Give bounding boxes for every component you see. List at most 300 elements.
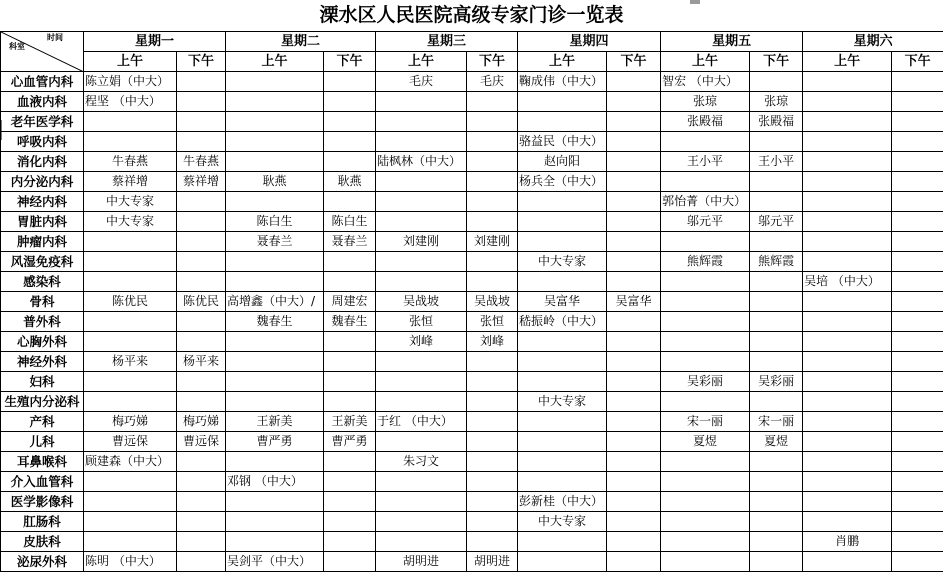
schedule-cell[interactable] [607,312,661,332]
schedule-cell[interactable] [892,312,943,332]
schedule-cell[interactable]: 鞠成伟（中大） [518,72,607,92]
schedule-cell[interactable]: 高增鑫（中大）/ [226,292,324,312]
dept-cell[interactable]: 普外科 [1,312,84,332]
schedule-cell[interactable] [226,452,324,472]
schedule-cell[interactable] [803,152,892,172]
schedule-cell[interactable] [607,72,661,92]
schedule-cell[interactable] [661,292,750,312]
schedule-cell[interactable]: 中大专家 [84,212,177,232]
schedule-cell[interactable] [84,332,177,352]
schedule-cell[interactable] [84,272,177,292]
schedule-cell[interactable] [324,552,376,572]
schedule-cell[interactable] [750,272,803,292]
schedule-cell[interactable] [177,92,226,112]
schedule-cell[interactable] [803,352,892,372]
schedule-cell[interactable]: 胡明进 [376,552,467,572]
schedule-cell[interactable] [467,392,518,412]
schedule-cell[interactable] [324,112,376,132]
schedule-cell[interactable] [518,412,607,432]
schedule-cell[interactable] [803,172,892,192]
session-header-am[interactable]: 上午 [661,52,750,72]
schedule-cell[interactable] [376,492,467,512]
schedule-cell[interactable] [177,392,226,412]
schedule-cell[interactable] [376,92,467,112]
day-header[interactable]: 星期六 [803,32,943,52]
schedule-cell[interactable] [177,212,226,232]
schedule-cell[interactable] [750,472,803,492]
schedule-cell[interactable] [892,172,943,192]
schedule-cell[interactable] [226,92,324,112]
schedule-cell[interactable] [892,152,943,172]
schedule-cell[interactable] [376,252,467,272]
schedule-cell[interactable] [607,92,661,112]
schedule-cell[interactable] [376,112,467,132]
schedule-cell[interactable] [518,192,607,212]
schedule-cell[interactable] [84,372,177,392]
schedule-cell[interactable] [467,412,518,432]
schedule-cell[interactable] [892,272,943,292]
schedule-cell[interactable] [803,432,892,452]
schedule-cell[interactable] [177,372,226,392]
schedule-cell[interactable] [84,532,177,552]
schedule-cell[interactable] [750,492,803,512]
schedule-cell[interactable] [226,332,324,352]
schedule-cell[interactable] [607,432,661,452]
schedule-cell[interactable] [84,232,177,252]
dept-cell[interactable]: 消化内科 [1,152,84,172]
schedule-cell[interactable] [324,452,376,472]
schedule-cell[interactable] [177,532,226,552]
schedule-cell[interactable] [803,312,892,332]
schedule-cell[interactable] [467,152,518,172]
schedule-cell[interactable] [177,452,226,472]
schedule-cell[interactable] [803,192,892,212]
schedule-cell[interactable] [892,452,943,472]
schedule-cell[interactable] [324,392,376,412]
schedule-cell[interactable]: 张殿福 [661,112,750,132]
schedule-cell[interactable] [750,452,803,472]
schedule-cell[interactable] [892,252,943,272]
session-header-am[interactable]: 上午 [226,52,324,72]
schedule-cell[interactable]: 张琼 [750,92,803,112]
schedule-cell[interactable] [518,372,607,392]
schedule-cell[interactable] [177,492,226,512]
schedule-cell[interactable] [607,152,661,172]
schedule-cell[interactable] [892,192,943,212]
schedule-cell[interactable] [607,132,661,152]
schedule-cell[interactable] [518,472,607,492]
schedule-cell[interactable] [518,552,607,572]
schedule-cell[interactable]: 吴彩丽 [750,372,803,392]
schedule-cell[interactable] [324,352,376,372]
schedule-cell[interactable]: 牛春燕 [177,152,226,172]
schedule-cell[interactable]: 陆枫林（中大） [376,152,467,172]
schedule-cell[interactable] [226,352,324,372]
schedule-cell[interactable] [376,532,467,552]
schedule-cell[interactable]: 杨兵全（中大） [518,172,607,192]
schedule-cell[interactable] [750,292,803,312]
schedule-cell[interactable]: 郭怡菁（中大） [661,192,750,212]
schedule-cell[interactable]: 熊辉霞 [661,252,750,272]
schedule-cell[interactable] [177,132,226,152]
schedule-cell[interactable]: 吴富华 [607,292,661,312]
schedule-cell[interactable] [607,532,661,552]
dept-cell[interactable]: 感染科 [1,272,84,292]
schedule-cell[interactable] [467,272,518,292]
dept-cell[interactable]: 肛肠科 [1,512,84,532]
schedule-cell[interactable]: 宋一丽 [661,412,750,432]
schedule-cell[interactable] [226,252,324,272]
schedule-cell[interactable]: 毛庆 [467,72,518,92]
schedule-cell[interactable] [467,212,518,232]
schedule-cell[interactable]: 陈优民 [177,292,226,312]
schedule-cell[interactable] [467,432,518,452]
schedule-cell[interactable] [750,392,803,412]
schedule-cell[interactable] [84,392,177,412]
dept-cell[interactable]: 皮肤科 [1,532,84,552]
schedule-cell[interactable] [376,392,467,412]
schedule-cell[interactable] [467,112,518,132]
schedule-cell[interactable] [607,112,661,132]
session-header-am[interactable]: 上午 [518,52,607,72]
schedule-cell[interactable]: 刘建刚 [467,232,518,252]
schedule-cell[interactable] [607,192,661,212]
schedule-cell[interactable] [226,512,324,532]
schedule-cell[interactable]: 顾建森（中大） [84,452,177,472]
schedule-cell[interactable]: 赵向阳 [518,152,607,172]
schedule-cell[interactable]: 智宏 （中大） [661,72,750,92]
schedule-cell[interactable]: 聂春兰 [226,232,324,252]
schedule-cell[interactable]: 杨平来 [177,352,226,372]
schedule-cell[interactable] [892,112,943,132]
day-header[interactable]: 星期一 [84,32,226,52]
schedule-cell[interactable]: 耿燕 [324,172,376,192]
schedule-cell[interactable] [177,112,226,132]
schedule-cell[interactable] [803,412,892,432]
schedule-cell[interactable] [518,532,607,552]
schedule-cell[interactable] [324,72,376,92]
schedule-cell[interactable] [376,372,467,392]
schedule-cell[interactable] [518,232,607,252]
schedule-cell[interactable] [750,192,803,212]
schedule-cell[interactable] [607,252,661,272]
dept-cell[interactable]: 血液内科 [1,92,84,112]
schedule-cell[interactable] [803,512,892,532]
schedule-cell[interactable] [750,332,803,352]
dept-cell[interactable]: 儿科 [1,432,84,452]
schedule-cell[interactable] [892,432,943,452]
schedule-cell[interactable] [803,292,892,312]
schedule-cell[interactable] [661,552,750,572]
schedule-cell[interactable] [84,252,177,272]
schedule-cell[interactable] [518,352,607,372]
schedule-cell[interactable] [892,512,943,532]
schedule-cell[interactable]: 吴富华 [518,292,607,312]
schedule-cell[interactable] [467,512,518,532]
schedule-cell[interactable] [892,412,943,432]
schedule-cell[interactable] [226,532,324,552]
schedule-cell[interactable]: 吴战坡 [467,292,518,312]
schedule-cell[interactable] [376,272,467,292]
schedule-cell[interactable]: 吴培 （中大） [803,272,892,292]
schedule-cell[interactable] [518,332,607,352]
schedule-cell[interactable] [892,492,943,512]
schedule-cell[interactable] [750,312,803,332]
schedule-cell[interactable]: 王新美 [226,412,324,432]
schedule-cell[interactable]: 聂春兰 [324,232,376,252]
schedule-cell[interactable] [803,472,892,492]
dept-cell[interactable]: 介入血管科 [1,472,84,492]
schedule-cell[interactable] [661,332,750,352]
schedule-cell[interactable]: 邬元平 [661,212,750,232]
schedule-cell[interactable] [892,72,943,92]
schedule-cell[interactable]: 王小平 [661,152,750,172]
schedule-cell[interactable] [750,552,803,572]
schedule-cell[interactable] [661,352,750,372]
schedule-cell[interactable] [803,212,892,232]
session-header-pm[interactable]: 下午 [467,52,518,72]
schedule-cell[interactable]: 陈白生 [226,212,324,232]
schedule-cell[interactable] [376,172,467,192]
schedule-cell[interactable]: 嵇振岭（中大） [518,312,607,332]
schedule-cell[interactable] [177,552,226,572]
dept-cell[interactable]: 心胸外科 [1,332,84,352]
schedule-cell[interactable] [177,232,226,252]
schedule-cell[interactable] [803,112,892,132]
schedule-cell[interactable]: 梅巧娣 [84,412,177,432]
schedule-cell[interactable] [376,432,467,452]
schedule-cell[interactable] [376,132,467,152]
schedule-cell[interactable] [324,272,376,292]
schedule-cell[interactable] [376,192,467,212]
schedule-cell[interactable] [892,372,943,392]
dept-cell[interactable]: 内分泌内科 [1,172,84,192]
schedule-cell[interactable]: 陈优民 [84,292,177,312]
schedule-cell[interactable] [892,392,943,412]
schedule-cell[interactable] [892,532,943,552]
schedule-cell[interactable] [750,512,803,532]
schedule-cell[interactable] [750,352,803,372]
schedule-cell[interactable]: 曹远保 [177,432,226,452]
schedule-cell[interactable] [892,292,943,312]
schedule-cell[interactable]: 吴战坡 [376,292,467,312]
schedule-cell[interactable] [177,272,226,292]
schedule-cell[interactable] [324,92,376,112]
schedule-cell[interactable] [177,332,226,352]
schedule-cell[interactable] [467,192,518,212]
schedule-cell[interactable] [518,272,607,292]
schedule-cell[interactable] [324,472,376,492]
schedule-cell[interactable] [518,92,607,112]
schedule-cell[interactable] [226,492,324,512]
schedule-cell[interactable] [892,552,943,572]
schedule-cell[interactable] [84,472,177,492]
schedule-cell[interactable] [226,132,324,152]
schedule-cell[interactable] [376,512,467,532]
session-header-pm[interactable]: 下午 [324,52,376,72]
session-header-pm[interactable]: 下午 [607,52,661,72]
schedule-cell[interactable] [84,512,177,532]
schedule-cell[interactable]: 周建宏 [324,292,376,312]
schedule-cell[interactable]: 中大专家 [518,392,607,412]
schedule-cell[interactable]: 彭新桂（中大） [518,492,607,512]
schedule-cell[interactable] [518,452,607,472]
schedule-cell[interactable]: 邓钢 （中大） [226,472,324,492]
schedule-cell[interactable] [661,132,750,152]
schedule-cell[interactable]: 于红 （中大） [376,412,467,432]
schedule-cell[interactable]: 魏春生 [324,312,376,332]
schedule-cell[interactable]: 朱习文 [376,452,467,472]
dept-cell[interactable]: 生殖内分泌科 [1,392,84,412]
dept-cell[interactable]: 耳鼻喉科 [1,452,84,472]
schedule-cell[interactable] [803,72,892,92]
schedule-cell[interactable] [803,452,892,472]
dept-cell[interactable]: 胃脏内科 [1,212,84,232]
schedule-cell[interactable] [226,272,324,292]
schedule-cell[interactable]: 吴剑平（中大） [226,552,324,572]
schedule-cell[interactable]: 中大专家 [84,192,177,212]
schedule-cell[interactable] [226,112,324,132]
schedule-cell[interactable] [177,312,226,332]
schedule-cell[interactable] [803,252,892,272]
schedule-cell[interactable] [750,132,803,152]
schedule-cell[interactable]: 梅巧娣 [177,412,226,432]
schedule-cell[interactable] [518,112,607,132]
schedule-cell[interactable] [324,192,376,212]
schedule-cell[interactable] [376,212,467,232]
dept-cell[interactable]: 神经外科 [1,352,84,372]
session-header-am[interactable]: 上午 [803,52,892,72]
schedule-cell[interactable]: 吴彩丽 [661,372,750,392]
corner-cell[interactable] [1,32,84,72]
schedule-cell[interactable] [607,412,661,432]
schedule-cell[interactable]: 耿燕 [226,172,324,192]
session-header-am[interactable]: 上午 [376,52,467,72]
schedule-cell[interactable]: 张恒 [467,312,518,332]
schedule-cell[interactable] [467,472,518,492]
schedule-cell[interactable]: 刘峰 [376,332,467,352]
schedule-cell[interactable] [226,372,324,392]
schedule-cell[interactable] [803,332,892,352]
schedule-cell[interactable] [467,532,518,552]
schedule-cell[interactable] [750,72,803,92]
schedule-cell[interactable] [661,452,750,472]
schedule-cell[interactable] [467,252,518,272]
schedule-cell[interactable] [467,492,518,512]
schedule-cell[interactable]: 陈白生 [324,212,376,232]
schedule-cell[interactable] [803,552,892,572]
schedule-cell[interactable]: 张琼 [661,92,750,112]
schedule-cell[interactable] [661,172,750,192]
schedule-cell[interactable] [467,92,518,112]
schedule-cell[interactable] [177,512,226,532]
schedule-cell[interactable] [750,172,803,192]
schedule-cell[interactable] [467,352,518,372]
schedule-cell[interactable] [607,452,661,472]
schedule-cell[interactable] [607,552,661,572]
schedule-cell[interactable] [467,132,518,152]
schedule-cell[interactable] [177,192,226,212]
dept-cell[interactable]: 产科 [1,412,84,432]
schedule-cell[interactable]: 毛庆 [376,72,467,92]
schedule-cell[interactable] [892,212,943,232]
schedule-cell[interactable] [607,472,661,492]
dept-cell[interactable]: 泌尿外科 [1,552,84,572]
schedule-cell[interactable]: 张恒 [376,312,467,332]
schedule-cell[interactable]: 牛春燕 [84,152,177,172]
schedule-cell[interactable] [892,132,943,152]
schedule-cell[interactable]: 曹严勇 [324,432,376,452]
schedule-cell[interactable] [607,232,661,252]
schedule-cell[interactable] [661,492,750,512]
schedule-cell[interactable]: 张殿福 [750,112,803,132]
schedule-cell[interactable] [177,472,226,492]
schedule-cell[interactable] [226,192,324,212]
day-header[interactable]: 星期四 [518,32,661,52]
schedule-cell[interactable] [661,512,750,532]
schedule-cell[interactable] [892,472,943,492]
schedule-cell[interactable]: 夏煜 [661,432,750,452]
schedule-cell[interactable] [661,312,750,332]
schedule-cell[interactable] [324,372,376,392]
schedule-cell[interactable] [84,492,177,512]
schedule-cell[interactable] [607,372,661,392]
schedule-cell[interactable] [892,352,943,372]
day-header[interactable]: 星期二 [226,32,376,52]
schedule-cell[interactable] [661,532,750,552]
day-header[interactable]: 星期五 [661,32,803,52]
schedule-cell[interactable]: 陈明 （中大） [84,552,177,572]
schedule-cell[interactable]: 陈立娟（中大） [84,72,177,92]
session-header-pm[interactable]: 下午 [750,52,803,72]
schedule-cell[interactable] [226,72,324,92]
dept-cell[interactable]: 老年医学科 [1,112,84,132]
schedule-cell[interactable] [803,372,892,392]
schedule-cell[interactable]: 魏春生 [226,312,324,332]
schedule-cell[interactable] [803,132,892,152]
session-header-pm[interactable]: 下午 [177,52,226,72]
schedule-cell[interactable] [803,392,892,412]
schedule-cell[interactable]: 夏煜 [750,432,803,452]
schedule-cell[interactable]: 胡明进 [467,552,518,572]
schedule-cell[interactable]: 程坚 （中大） [84,92,177,112]
schedule-cell[interactable]: 刘峰 [467,332,518,352]
schedule-cell[interactable] [607,212,661,232]
schedule-cell[interactable] [518,212,607,232]
schedule-cell[interactable] [518,432,607,452]
schedule-cell[interactable]: 熊辉霞 [750,252,803,272]
schedule-cell[interactable]: 蔡祥增 [84,172,177,192]
schedule-cell[interactable] [324,252,376,272]
schedule-cell[interactable] [803,232,892,252]
schedule-cell[interactable] [84,112,177,132]
schedule-cell[interactable]: 曹远保 [84,432,177,452]
schedule-cell[interactable]: 刘建刚 [376,232,467,252]
schedule-cell[interactable] [607,392,661,412]
schedule-cell[interactable]: 王小平 [750,152,803,172]
schedule-cell[interactable] [607,512,661,532]
schedule-cell[interactable] [324,152,376,172]
schedule-cell[interactable] [376,352,467,372]
dept-cell[interactable]: 骨科 [1,292,84,312]
schedule-cell[interactable] [226,152,324,172]
schedule-cell[interactable] [324,332,376,352]
schedule-cell[interactable]: 邬元平 [750,212,803,232]
schedule-cell[interactable] [803,92,892,112]
schedule-cell[interactable] [324,492,376,512]
schedule-cell[interactable] [324,132,376,152]
schedule-cell[interactable] [607,492,661,512]
